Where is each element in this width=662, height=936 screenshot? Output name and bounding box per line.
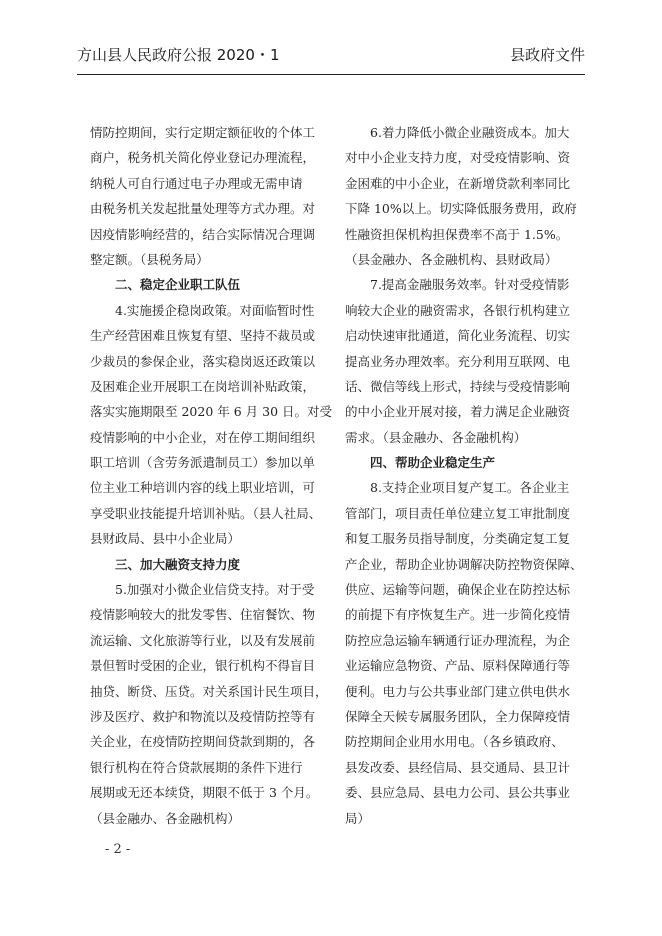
text-line: 落实实施期限至 2020 年 6 月 30 日。对受 — [90, 404, 332, 420]
text-line: 防控期间企业用水用电。（各乡镇政府、 — [345, 734, 564, 750]
page-header — [77, 44, 585, 72]
text-line: 8.支持企业项目复产复工。各企业主 — [370, 480, 570, 496]
text-line: 生产经营困难且恢复有望、坚持不裁员或 — [90, 328, 316, 344]
text-line: 商户，税务机关简化停业登记办理流程， — [90, 150, 316, 166]
page-number: - 2 - — [105, 842, 131, 857]
section-heading: 三、加大融资支持力度 — [115, 556, 241, 572]
text-line: 疫情影响的中小企业，对在停工期间组织 — [90, 429, 316, 445]
text-line: 整定额。（县税务局） — [90, 251, 209, 267]
section-heading: 四、帮助企业稳定生产 — [370, 455, 496, 471]
text-line: 4.实施援企稳岗政策。对面临暂时性 — [115, 302, 315, 318]
text-line: 因疫情影响经营的，结合实际情况合理调 — [90, 226, 316, 242]
text-line: 启动快速审批通道，简化业务流程、切实 — [345, 328, 571, 344]
text-line: 景但暂时受困的企业，银行机构不得盲目 — [90, 658, 316, 674]
text-line: （县金融办、各金融机构） — [90, 810, 241, 826]
text-line: 产企业，帮助企业协调解决防控物资保障、 — [345, 556, 583, 572]
text-line: 银行机构在符合贷款展期的条件下进行 — [90, 759, 303, 775]
text-line: 防控应急运输车辆通行证办理流程，为企 — [345, 632, 571, 648]
text-line: 县发改委、县经信局、县交通局、县卫计 — [345, 759, 571, 775]
section-label: 县政府文件 — [509, 46, 585, 64]
text-line: 情防控期间，实行定期定额征收的个体工 — [90, 125, 316, 140]
text-line: 5.加强对小微企业信贷支持。对于受 — [115, 582, 315, 598]
header-divider — [77, 74, 585, 75]
text-line: 由税务机关发起批量处理等方式办理。对 — [90, 201, 316, 217]
text-line: 和复工服务员指导制度，分类确定复工复 — [345, 531, 571, 547]
text-line: 供应、运输等问题，确保企业在防控达标 — [345, 582, 571, 598]
text-line: 保障全天候专属服务团队，全力保障疫情 — [345, 708, 571, 724]
text-line: 的前提下有序恢复生产。进一步简化疫情 — [345, 607, 571, 623]
text-line: 抽贷、断贷、压贷。对关系国计民生项目， — [90, 683, 328, 699]
text-line: 疫情影响较大的批发零售、住宿餐饮、物 — [90, 607, 316, 623]
text-line: 的中小企业开展对接，着力满足企业融资 — [345, 404, 571, 420]
text-line: 下降 10%以上。切实降低服务费用，政府 — [345, 201, 577, 217]
text-line: （县金融办、各金融机构、县财政局） — [345, 251, 558, 267]
text-line: 县财政局、县中小企业局） — [90, 531, 241, 547]
text-line: 业运输应急物资、产品、原料保障通行等 — [345, 658, 571, 674]
text-line: 6.着力降低小微企业融资成本。加大 — [370, 125, 570, 140]
text-line: 位主业工种培训内容的线上职业培训，可 — [90, 480, 316, 496]
text-line: 对中小企业支持力度，对受疫情影响、资 — [345, 150, 571, 166]
text-line: 响较大企业的融资需求，各银行机构建立 — [345, 302, 571, 318]
text-line: 享受职业技能提升培训补贴。（县人社局、 — [90, 505, 322, 521]
text-line: 少裁员的参保企业，落实稳岗返还政策以 — [90, 353, 316, 369]
right-column — [345, 120, 587, 831]
section-heading: 二、稳定企业职工队伍 — [115, 277, 241, 293]
text-line: 话、微信等线上形式，持续与受疫情影响 — [345, 378, 571, 394]
text-line: 局） — [345, 810, 371, 826]
text-line: 展期或无还本续贷，期限不低于 3 个月。 — [90, 785, 319, 801]
text-line: 性融资担保机构担保费率不高于 1.5%。 — [345, 226, 569, 242]
text-line: 需求。（县金融办、各金融机构） — [345, 429, 527, 445]
text-line: 金困难的中小企业，在新增贷款利率同比 — [345, 175, 571, 191]
text-line: 涉及医疗、救护和物流以及疫情防控等有 — [90, 708, 316, 724]
text-line: 及困难企业开展职工在岗培训补贴政策， — [90, 378, 316, 394]
text-line: 关企业，在疫情防控期间贷款到期的，各 — [90, 734, 316, 750]
text-line: 流运输、文化旅游等行业，以及有发展前 — [90, 632, 316, 648]
bulletin-title: 方山县人民政府公报 2020・1 — [77, 46, 280, 64]
text-line: 管部门，项目责任单位建立复工审批制度 — [345, 505, 571, 521]
text-line: 委、县应急局、县电力公司、县公共事业 — [345, 785, 571, 801]
text-line: 7.提高金融服务效率。针对受疫情影 — [370, 277, 570, 293]
text-line: 职工培训（含劳务派遣制员工）参加以单 — [90, 455, 316, 471]
text-line: 纳税人可自行通过电子办理或无需申请 — [90, 175, 303, 191]
text-line: 便利。电力与公共事业部门建立供电供水 — [345, 683, 571, 699]
text-line: 提高业务办理效率。充分利用互联网、电 — [345, 353, 571, 369]
left-column — [90, 120, 332, 831]
